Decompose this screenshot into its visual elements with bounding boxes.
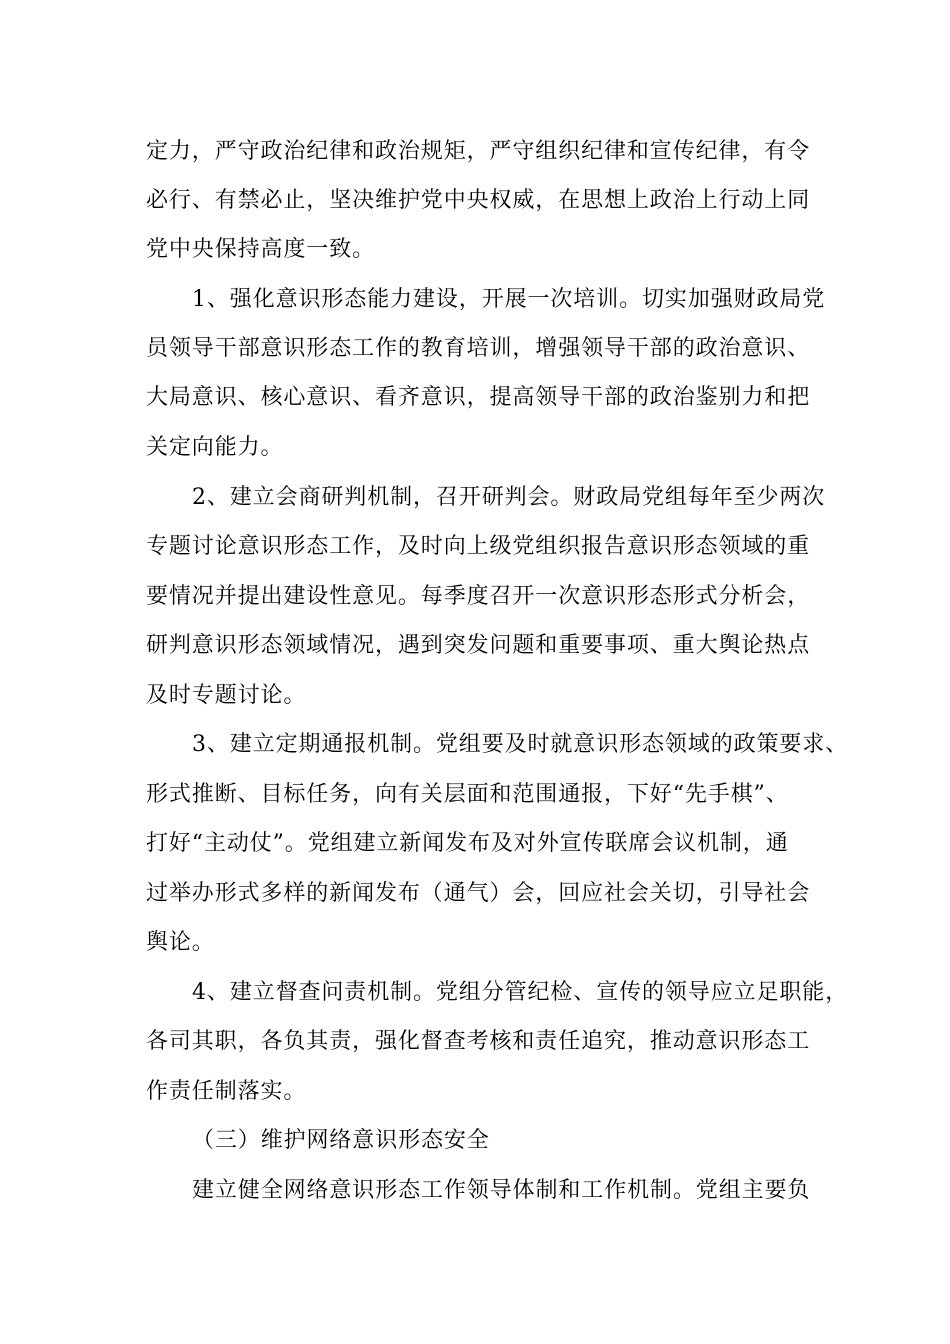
paragraph-line: 党中央保持高度一致。 xyxy=(146,237,376,262)
paragraph-line: 专题讨论意识形态工作，及时向上级党组织报告意识形态领域的重 xyxy=(146,534,811,559)
paragraph-line: 1、强化意识形态能力建设，开展一次培训。切实加强财政局党 xyxy=(192,287,826,312)
paragraph-line: 打好“主动仗”。党组建立新闻发布及对外宣传联席会议机制，通 xyxy=(146,831,789,856)
paragraph-line: 各司其职，各负其责，强化督查考核和责任追究，推动意识形态工 xyxy=(146,1029,811,1054)
paragraph-line: 3、建立定期通报机制。党组要及时就意识形态领域的政策要求、 xyxy=(192,732,849,757)
paragraph-line: 员领导干部意识形态工作的教育培训，增强领导干部的政治意识、 xyxy=(146,336,811,361)
paragraph-line: 定力，严守政治纪律和政治规矩，严守组织纪律和宣传纪律，有令 xyxy=(146,139,811,164)
paragraph-line: 要情况并提出建设性意见。每季度召开一次意识形态形式分析会， xyxy=(146,584,811,609)
paragraph-line: 舆论。 xyxy=(146,930,215,955)
paragraph-line: 研判意识形态领域情况，遇到突发问题和重要事项、重大舆论热点 xyxy=(146,633,811,658)
paragraph-line: 建立健全网络意识形态工作领导体制和工作机制。党组主要负 xyxy=(192,1178,811,1203)
paragraph-line: 大局意识、核心意识、看齐意识，提高领导干部的政治鉴别力和把 xyxy=(146,385,811,410)
paragraph-line: 2、建立会商研判机制，召开研判会。财政局党组每年至少两次 xyxy=(192,485,826,510)
paragraph-line: 必行、有禁必止，坚决维护党中央权威，在思想上政治上行动上同 xyxy=(146,188,811,213)
paragraph-line: 形式推断、目标任务，向有关层面和范围通报，下好“先手棋”、 xyxy=(146,782,789,807)
paragraph-line: 作责任制落实。 xyxy=(146,1079,307,1104)
paragraph-line: 过举办形式多样的新闻发布（通气）会，回应社会关切，引导社会 xyxy=(146,881,811,906)
paragraph-line: 4、建立督查问责机制。党组分管纪检、宣传的领导应立足职能， xyxy=(192,980,849,1005)
section-heading: （三）维护网络意识形态安全 xyxy=(192,1128,490,1153)
paragraph-line: 关定向能力。 xyxy=(146,435,284,460)
paragraph-line: 及时专题讨论。 xyxy=(146,683,307,708)
